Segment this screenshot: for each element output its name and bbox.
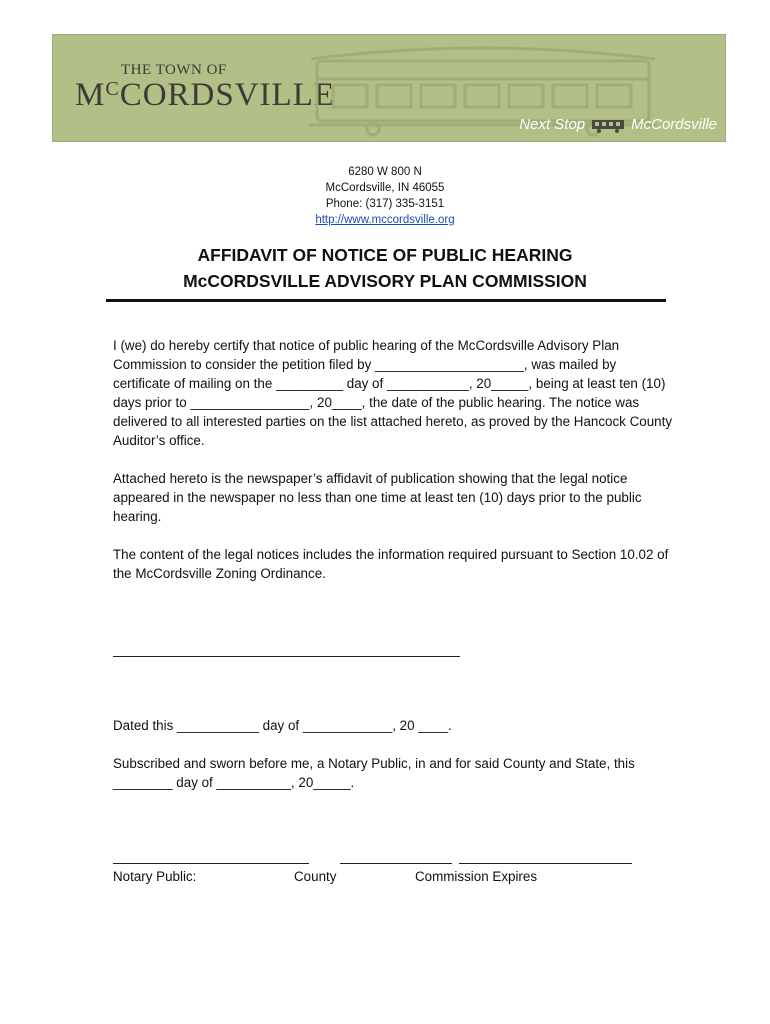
subscribed-line-1: Subscribed and sworn before me, a Notary Public, in and for said County and State, this bbox=[113, 756, 635, 771]
newspaper-paragraph: Attached hereto is the newspaper’s affidavit of publication showing that the legal notice appeared in the newspaper no less than one time at least ten (10) days prior to the public hearing. bbox=[113, 471, 642, 524]
title-line-2: McCORDSVILLE ADVISORY PLAN COMMISSION bbox=[183, 271, 587, 291]
commission-expires-label: Commission Expires bbox=[415, 869, 538, 884]
logo-mccordsville bbox=[75, 77, 335, 114]
address-phone: Phone: (317) 335-3151 bbox=[325, 198, 445, 210]
subscribed-line-2: ________ day of __________, 20_____. bbox=[113, 775, 355, 790]
tagline-mccordsville: McCordsville bbox=[631, 116, 717, 133]
document-title bbox=[0, 242, 770, 294]
website-link[interactable]: http://www.mccordsville.org bbox=[315, 214, 455, 226]
dated-line: Dated this ___________ day of ____________, 20 ____. bbox=[113, 718, 452, 733]
logo-m: M bbox=[75, 77, 106, 113]
notary-signature-line bbox=[113, 863, 309, 864]
affiant-signature-line bbox=[113, 656, 460, 657]
title-divider bbox=[106, 299, 666, 302]
legal-notice-paragraph: The content of the legal notices includes the information required pursuant to Section 10.02 of the McCordsville Zoning Ordinance. bbox=[113, 547, 669, 581]
address-city: McCordsville, IN 46055 bbox=[325, 182, 445, 194]
certification-paragraph: I (we) do hereby certify that notice of public hearing of the McCordsville Advisory Plan Commission to consider the petition filed by ____________________, was mailed by certificate of mailing on the _________ day of ___________, 20_____, being at least ten (10) days prior to ________________, 20____, the date of the public hearing. The notice was delivered to all interested parties on the list attached hereto, as proved by the Hancock County Auditor’s office. bbox=[113, 338, 673, 448]
header-banner bbox=[52, 34, 726, 142]
address-block bbox=[0, 164, 770, 228]
county-line bbox=[340, 863, 452, 864]
notary-public-label: Notary Public: bbox=[113, 869, 197, 884]
address-street: 6280 W 800 N bbox=[348, 166, 422, 178]
title-line-1: AFFIDAVIT OF NOTICE OF PUBLIC HEARING bbox=[197, 245, 573, 265]
commission-expires-line bbox=[459, 863, 632, 864]
tagline-next-stop: Next Stop bbox=[519, 116, 586, 133]
trolley-icon bbox=[591, 117, 625, 133]
tagline bbox=[519, 116, 717, 133]
logo-town-of: THE TOWN OF bbox=[121, 62, 227, 78]
logo-c: C bbox=[105, 78, 120, 100]
county-label: County bbox=[294, 869, 337, 884]
logo-cordsville: CORDSVILLE bbox=[119, 77, 336, 113]
